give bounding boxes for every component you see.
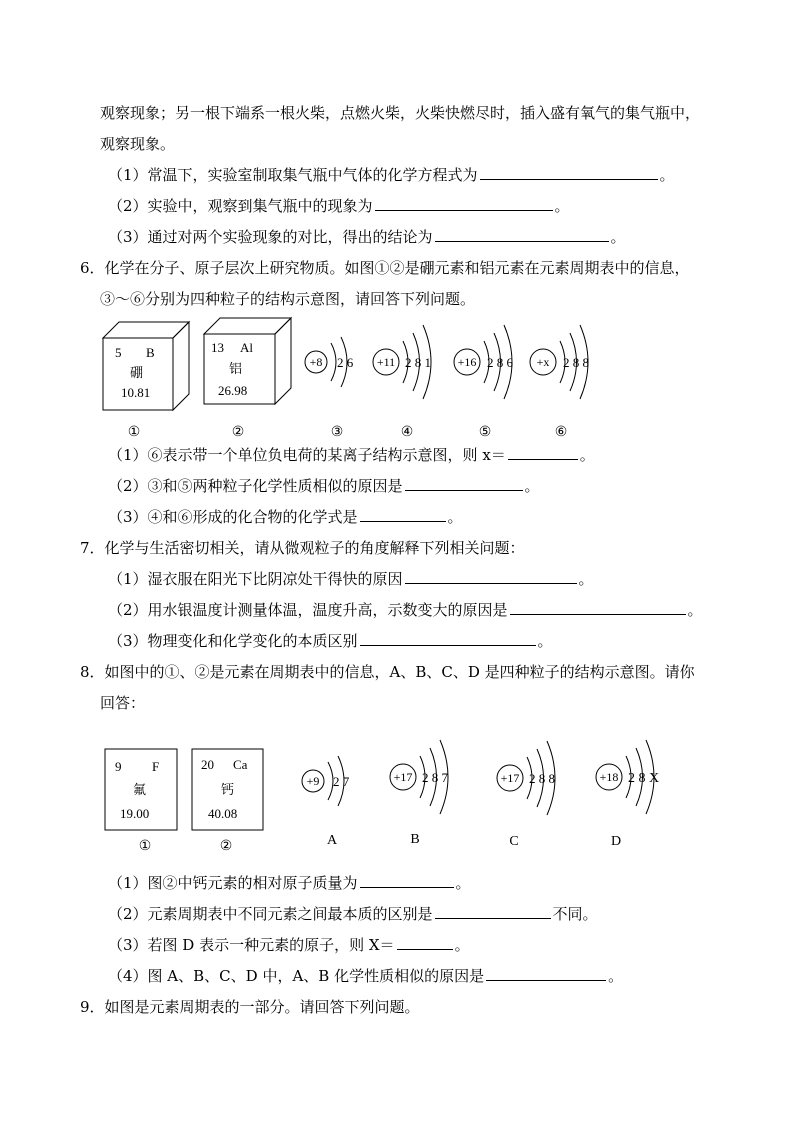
- atomic-mass: 19.00: [120, 806, 150, 821]
- element-symbol: B: [146, 345, 155, 360]
- intro-line-1: 观察现象；另一根下端系一根火柴，点燃火柴，火柴快燃尽时，插入盛有氧气的集气瓶中，: [100, 104, 701, 122]
- answer-blank[interactable]: [360, 507, 446, 522]
- element-name: 氟: [133, 782, 147, 797]
- period: 。: [524, 477, 540, 495]
- answer-blank[interactable]: [375, 196, 553, 211]
- particle-structure: [530, 325, 589, 399]
- electron-shells: 2 8 8: [529, 771, 555, 786]
- figure-label: ⑤: [478, 425, 492, 440]
- q7-sub-3: [108, 631, 553, 651]
- answer-blank[interactable]: [435, 904, 551, 919]
- atomic-mass: 26.98: [218, 383, 248, 398]
- atomic-mass: 10.81: [121, 385, 151, 400]
- intro-question-2: [108, 196, 570, 216]
- element-cell-fluorine: [105, 749, 177, 830]
- period: 。: [455, 874, 471, 892]
- q8-sub-3: [108, 935, 470, 955]
- nucleus-charge: +11: [376, 355, 396, 369]
- figure-label: B: [410, 832, 420, 847]
- intro-line-2: 观察现象。: [100, 135, 176, 153]
- question-text: （2）用水银温度计测量体温，温度升高，示数变大的原因是: [108, 601, 508, 619]
- nucleus-charge: +8: [309, 355, 323, 369]
- intro-question-3: [108, 227, 626, 247]
- figure-label: C: [509, 834, 519, 849]
- figure-label: ④: [400, 425, 414, 440]
- q6-figure: [95, 315, 635, 440]
- period: 。: [578, 570, 594, 588]
- nucleus-charge: +9: [306, 774, 320, 788]
- electron-shells: 2 8 1: [405, 355, 431, 370]
- particle-structure: [454, 325, 514, 399]
- figure-label: ②: [219, 839, 233, 854]
- atomic-number: 20: [201, 757, 214, 772]
- particle-structure: [305, 337, 354, 387]
- q7-sub-2: [108, 600, 703, 620]
- element-cell-boron: [103, 322, 189, 410]
- question-text: （4）图 A、B、C、D 中，A、B 化学性质相似的原因是: [108, 967, 485, 985]
- electron-shells: 2 8 7: [422, 770, 448, 785]
- period: 。: [608, 967, 624, 985]
- question-text: （3）若图 D 表示一种元素的原子，则 X＝: [108, 936, 395, 954]
- answer-blank[interactable]: [510, 600, 686, 615]
- period: 。: [659, 166, 675, 184]
- answer-blank[interactable]: [360, 631, 536, 646]
- element-symbol: Al: [240, 340, 253, 355]
- element-name: 钙: [221, 782, 235, 797]
- element-symbol: Ca: [233, 757, 248, 772]
- intro-question-1: [108, 165, 675, 185]
- particle-structure: [373, 325, 431, 399]
- question-text: （2）实验中，观察到集气瓶中的现象为: [108, 197, 373, 215]
- electron-shells: 2 6: [337, 355, 354, 370]
- period: 。: [537, 632, 553, 650]
- q8-stem-1: 8．如图中的①、②是元素在周期表中的信息，A、B、C、D 是四种粒子的结构示意图。请你: [80, 663, 695, 681]
- electron-shells: 2 8 X: [628, 771, 660, 786]
- period: 。: [610, 228, 626, 246]
- q6-sub-1: [108, 445, 595, 465]
- answer-blank[interactable]: [486, 966, 606, 981]
- q6-stem-1: 6．化学在分子、原子层次上研究物质。如图①②是硼元素和铝元素在元素周期表中的信息，: [80, 259, 690, 277]
- question-text: （1）图②中钙元素的相对原子质量为: [108, 874, 358, 892]
- figure-label: ③: [330, 425, 344, 440]
- q6-stem-2: ③～⑥分别为四种粒子的结构示意图，请回答下列问题。: [100, 290, 476, 308]
- question-text: （3）通过对两个实验现象的对比，得出的结论为: [108, 228, 433, 246]
- particle-structure: [497, 741, 555, 815]
- period: 。: [687, 601, 703, 619]
- figure-label: ①: [127, 425, 141, 440]
- q6-sub-3: [108, 507, 463, 527]
- particle-structure: [390, 740, 449, 814]
- element-cell-aluminium: [204, 318, 291, 404]
- figure-label: A: [326, 833, 338, 848]
- nucleus-charge: +x: [536, 355, 550, 369]
- question-text: （1）常温下，实验室制取集气瓶中气体的化学方程式为: [108, 166, 478, 184]
- question-text: （3）④和⑥形成的化合物的化学式是: [108, 508, 358, 526]
- answer-blank[interactable]: [360, 873, 454, 888]
- element-symbol: F: [152, 759, 160, 774]
- answer-blank[interactable]: [405, 569, 577, 584]
- particle-structure: [302, 756, 350, 806]
- figure-label: ①: [138, 839, 152, 854]
- q8-stem-2: 回答：: [100, 694, 146, 712]
- answer-blank[interactable]: [435, 227, 609, 242]
- electron-shells: 2 8 6: [487, 355, 513, 370]
- electron-shells: 2 7: [333, 774, 350, 789]
- q8-sub-1: [108, 873, 471, 893]
- atomic-number: 9: [115, 759, 122, 774]
- q8-figure: [100, 730, 660, 855]
- period: 。: [579, 446, 595, 464]
- element-name: 铝: [229, 361, 243, 376]
- nucleus-charge: +17: [393, 770, 413, 784]
- answer-blank[interactable]: [397, 935, 453, 950]
- atomic-number: 5: [115, 345, 122, 360]
- q7-stem: 7．化学与生活密切相关，请从微观粒子的角度解释下列相关问题：: [80, 539, 525, 557]
- answer-blank[interactable]: [405, 476, 523, 491]
- nucleus-charge: +18: [599, 770, 619, 784]
- answer-blank[interactable]: [480, 165, 658, 180]
- nucleus-charge: +17: [500, 771, 520, 785]
- electron-shells: 2 8 8: [563, 355, 589, 370]
- period: 。: [454, 936, 470, 954]
- figure-label: ②: [231, 425, 245, 440]
- question-text: （3）物理变化和化学变化的本质区别: [108, 632, 358, 650]
- particle-structure: [596, 740, 659, 814]
- question-text: （2）③和⑤两种粒子化学性质相似的原因是: [108, 477, 403, 495]
- figure-label: D: [610, 834, 622, 849]
- atomic-number: 13: [211, 340, 224, 355]
- nucleus-charge: +16: [457, 355, 477, 369]
- q6-sub-2: [108, 476, 540, 496]
- answer-blank[interactable]: [508, 445, 578, 460]
- q9-stem: 9．如图是元素周期表的一部分。请回答下列问题。: [80, 998, 420, 1016]
- question-text: （2）元素周期表中不同元素之间最本质的区别是: [108, 905, 433, 923]
- q7-sub-1: [108, 569, 594, 589]
- period: 。: [447, 508, 463, 526]
- element-name: 硼: [130, 365, 144, 380]
- question-text: （1）湿衣服在阳光下比阴凉处干得快的原因: [108, 570, 403, 588]
- atomic-mass: 40.08: [208, 806, 238, 821]
- question-text: （1）⑥表示带一个单位负电荷的某离子结构示意图，则 x＝: [108, 446, 506, 464]
- q8-sub-4: [108, 966, 623, 986]
- q8-sub-2: [108, 904, 598, 924]
- period: 。: [554, 197, 570, 215]
- question-text-suffix: 不同。: [552, 905, 598, 923]
- element-cell-calcium: [192, 749, 263, 830]
- figure-label: ⑥: [554, 425, 568, 440]
